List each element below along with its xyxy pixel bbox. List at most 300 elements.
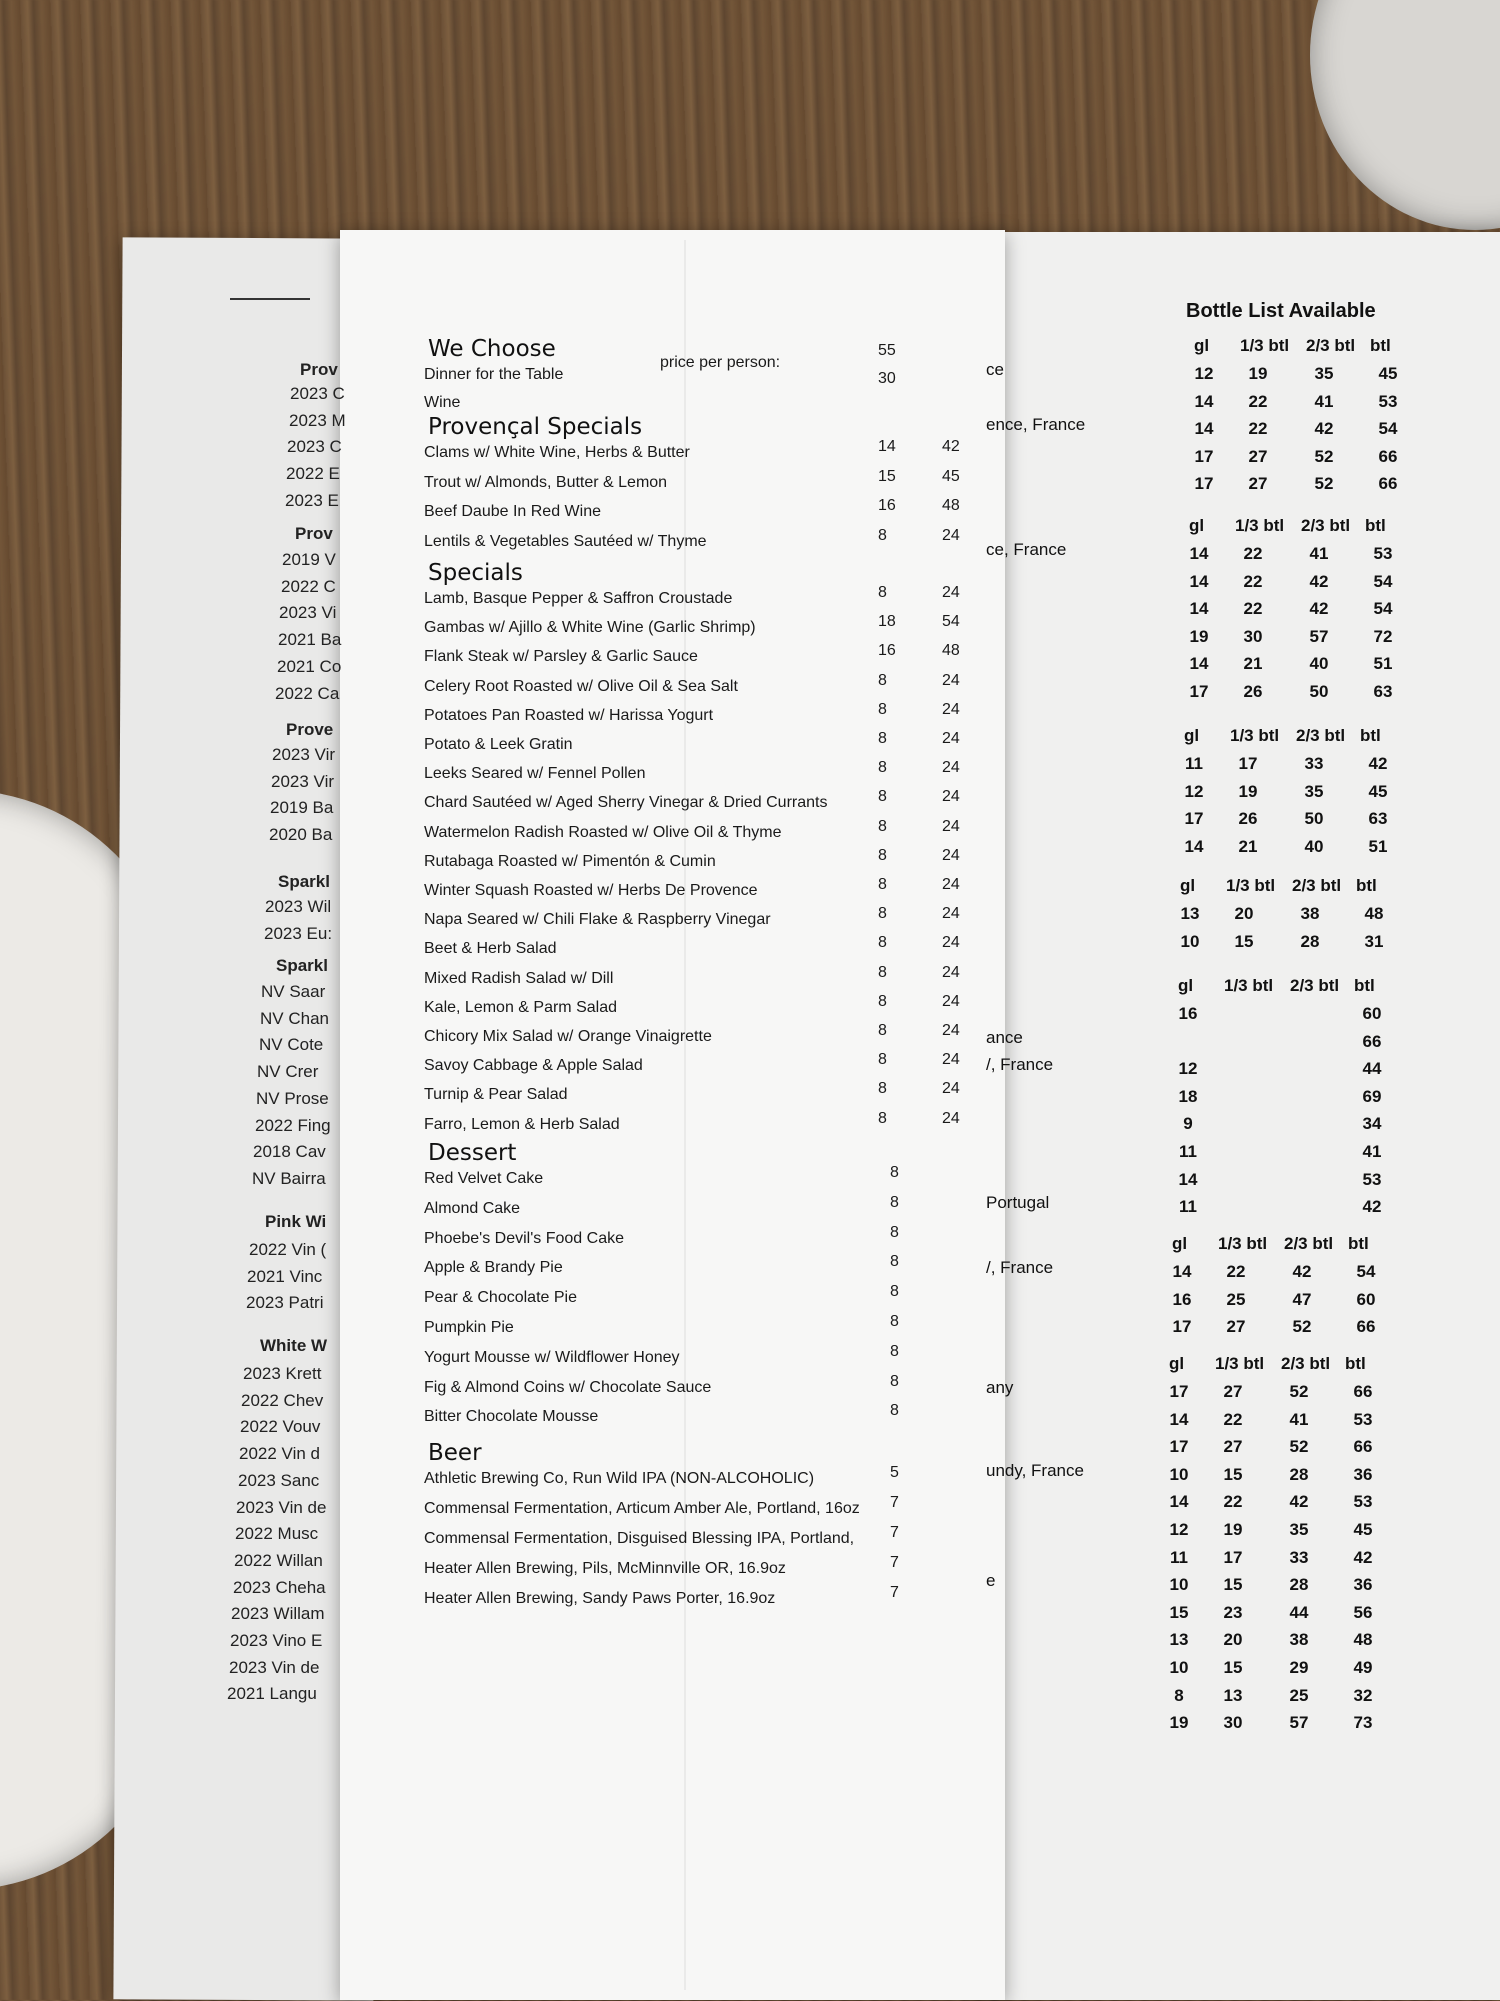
price-small: 7 bbox=[890, 1554, 899, 1571]
wine-region: undy, France bbox=[986, 1460, 1084, 1480]
price-cell: 22 bbox=[1223, 1492, 1243, 1512]
column-header: 1/3 btl bbox=[1235, 516, 1285, 535]
price-cell: 35 bbox=[1289, 1520, 1309, 1539]
price-cell: 19 bbox=[1248, 364, 1268, 383]
menu-item-name: Watermelon Radish Roasted w/ Olive Oil & Thyme bbox=[424, 823, 782, 841]
wine-name: 2022 Fing bbox=[255, 1115, 331, 1135]
menu-item-name: Napa Seared w/ Chili Flake & Raspberry Vinegar bbox=[424, 911, 771, 929]
menu-item-name: Heater Allen Brewing, Pils, McMinnville OR, 16.9oz bbox=[424, 1560, 786, 1577]
price-cell: 11 bbox=[1185, 754, 1203, 773]
price-cell: 66 bbox=[1353, 1437, 1373, 1457]
price-cell: 11 bbox=[1179, 1142, 1197, 1161]
menu-item-name: Gambas w/ Ajillo & White Wine (Garlic Shrimp) bbox=[424, 619, 756, 637]
price-cell: 17 bbox=[1169, 1437, 1189, 1457]
menu-item-name: Lamb, Basque Pepper & Saffron Croustade bbox=[424, 590, 733, 607]
bowl bbox=[1310, 0, 1500, 230]
price-large: 45 bbox=[942, 467, 960, 485]
price-cell: 17 bbox=[1238, 754, 1258, 773]
wine-region: /, France bbox=[986, 1258, 1054, 1277]
wine-name: NV Crer bbox=[257, 1062, 319, 1082]
menu-section-title: Specials bbox=[428, 560, 523, 586]
price-cell: 53 bbox=[1378, 391, 1398, 411]
menu-item-name: Rutabaga Roasted w/ Pimentón & Cumin bbox=[424, 852, 716, 870]
price-cell: 18 bbox=[1178, 1086, 1198, 1106]
price-cell: 31 bbox=[1364, 931, 1384, 951]
price-cell: 15 bbox=[1223, 1575, 1243, 1595]
wine-name: NV Bairra bbox=[252, 1168, 326, 1188]
wine-region: ance bbox=[986, 1027, 1023, 1047]
column-header: gl bbox=[1178, 976, 1194, 995]
price-cell: 14 bbox=[1194, 391, 1214, 411]
menu-item-name: Beet & Herb Salad bbox=[424, 940, 557, 958]
price-cell: 33 bbox=[1289, 1547, 1309, 1567]
wine-name: 2023 Willam bbox=[231, 1604, 325, 1624]
price-small: 8 bbox=[890, 1164, 899, 1181]
column-header: 2/3 btl bbox=[1292, 876, 1342, 895]
menu-item-name: Wine bbox=[424, 394, 461, 411]
wine-name: 2023 Krett bbox=[243, 1364, 322, 1383]
price-cell: 21 bbox=[1238, 836, 1258, 856]
price-cell: 14 bbox=[1169, 1492, 1189, 1512]
price-cell: 66 bbox=[1353, 1382, 1373, 1401]
wine-name: NV Chan bbox=[260, 1008, 329, 1028]
price-cell: 14 bbox=[1194, 419, 1214, 439]
price-cell: 17 bbox=[1169, 1382, 1189, 1401]
price-cell: 10 bbox=[1180, 931, 1200, 951]
price-cell: 27 bbox=[1226, 1317, 1246, 1337]
price-cell: 27 bbox=[1223, 1437, 1243, 1457]
wine-name: 2023 M bbox=[289, 410, 346, 430]
price-large: 48 bbox=[942, 642, 960, 660]
price-cell: 15 bbox=[1234, 931, 1254, 951]
price-large: 24 bbox=[942, 992, 960, 1010]
menu-section-title: Provençal Specials bbox=[428, 414, 643, 440]
price-cell: 66 bbox=[1378, 446, 1398, 466]
menu-item-name: Chicory Mix Salad w/ Orange Vinaigrette bbox=[424, 1028, 712, 1045]
price-cell: 42 bbox=[1362, 1197, 1382, 1217]
price-cell: 42 bbox=[1309, 571, 1329, 591]
price-cell: 57 bbox=[1309, 626, 1329, 646]
menu-item-name: Pumpkin Pie bbox=[424, 1319, 514, 1336]
price-large: 24 bbox=[942, 846, 960, 864]
price-cell: 15 bbox=[1223, 1658, 1243, 1677]
fold-line bbox=[684, 240, 686, 1990]
section-heading: Sparkl bbox=[276, 956, 328, 975]
menu-item-name: Beef Daube In Red Wine bbox=[424, 503, 601, 520]
price-small: 30 bbox=[878, 370, 896, 387]
price-large: 24 bbox=[942, 671, 960, 689]
price-cell: 30 bbox=[1223, 1713, 1243, 1733]
wine-name: 2023 Vir bbox=[272, 745, 336, 764]
wine-name: 2023 Cheha bbox=[233, 1577, 326, 1597]
price-cell: 34 bbox=[1362, 1114, 1382, 1134]
price-cell: 45 bbox=[1353, 1520, 1373, 1539]
section-heading: Sparkl bbox=[278, 872, 330, 891]
price-cell: 40 bbox=[1304, 836, 1324, 856]
price-small: 8 bbox=[878, 905, 887, 923]
price-cell: 14 bbox=[1184, 836, 1204, 856]
price-cell: 14 bbox=[1189, 599, 1209, 619]
price-cell: 21 bbox=[1243, 654, 1263, 674]
price-cell: 49 bbox=[1353, 1658, 1373, 1677]
price-cell: 22 bbox=[1248, 419, 1268, 439]
wine-name: 2023 Vin de bbox=[229, 1657, 320, 1677]
divider bbox=[230, 298, 310, 300]
price-cell: 60 bbox=[1362, 1004, 1382, 1023]
wine-region: ce, France bbox=[986, 540, 1067, 559]
wine-name: 2022 C bbox=[281, 576, 336, 596]
price-small: 8 bbox=[878, 759, 887, 777]
column-header: 1/3 btl bbox=[1215, 1354, 1265, 1373]
price-cell: 14 bbox=[1169, 1409, 1189, 1429]
price-cell: 52 bbox=[1314, 474, 1334, 494]
price-cell: 17 bbox=[1194, 446, 1214, 466]
menu-item-name: Flank Steak w/ Parsley & Garlic Sauce bbox=[424, 648, 698, 666]
price-small: 8 bbox=[890, 1342, 899, 1360]
price-large: 24 bbox=[942, 759, 960, 777]
price-cell: 28 bbox=[1289, 1575, 1309, 1595]
price-cell: 9 bbox=[1183, 1114, 1193, 1134]
menu-item-name: Dinner for the Table bbox=[424, 366, 564, 383]
wine-name: 2023 Eu: bbox=[264, 923, 333, 943]
price-small: 8 bbox=[890, 1372, 899, 1390]
menu-section-title: Beer bbox=[428, 1440, 482, 1466]
menu-item-name: Mixed Radish Salad w/ Dill bbox=[424, 969, 614, 987]
price-cell: 63 bbox=[1373, 682, 1393, 701]
wine-name: NV Prose bbox=[256, 1088, 329, 1108]
wine-region: e bbox=[986, 1571, 996, 1591]
wine-region: any bbox=[986, 1378, 1014, 1397]
price-large: 24 bbox=[942, 788, 960, 806]
column-header: btl bbox=[1370, 336, 1391, 355]
price-cell: 22 bbox=[1243, 599, 1263, 619]
price-small: 7 bbox=[890, 1494, 899, 1511]
price-cell: 53 bbox=[1353, 1492, 1373, 1512]
price-cell: 38 bbox=[1289, 1630, 1309, 1650]
menu-item-name: Athletic Brewing Co, Run Wild IPA (NON-ALCOHOLIC) bbox=[424, 1470, 815, 1487]
wine-name: 2021 Vinc bbox=[247, 1266, 323, 1286]
price-cell: 26 bbox=[1238, 809, 1258, 829]
price-cell: 27 bbox=[1248, 446, 1268, 466]
price-cell: 48 bbox=[1364, 904, 1384, 923]
wine-name: 2021 Langu bbox=[227, 1684, 317, 1704]
price-small: 8 bbox=[878, 1080, 887, 1098]
price-cell: 35 bbox=[1304, 781, 1324, 801]
price-large: 24 bbox=[942, 1022, 960, 1039]
price-large: 24 bbox=[942, 1080, 960, 1098]
price-cell: 17 bbox=[1194, 474, 1214, 494]
price-cell: 47 bbox=[1292, 1289, 1312, 1309]
wine-name: NV Saar bbox=[261, 982, 326, 1001]
menu-section-title: We Choose bbox=[428, 336, 556, 362]
menu-item-name: Potato & Leek Gratin bbox=[424, 736, 573, 753]
price-small: 8 bbox=[890, 1313, 899, 1330]
price-cell: 12 bbox=[1184, 781, 1204, 801]
price-small: 8 bbox=[890, 1283, 899, 1301]
price-cell: 10 bbox=[1169, 1464, 1189, 1484]
price-cell: 42 bbox=[1289, 1492, 1309, 1512]
price-cell: 14 bbox=[1189, 654, 1209, 674]
wine-name: 2022 E bbox=[286, 464, 340, 484]
price-cell: 30 bbox=[1243, 626, 1263, 646]
menu-item-name: Lentils & Vegetables Sautéed w/ Thyme bbox=[424, 532, 707, 550]
price-large: 24 bbox=[942, 876, 960, 893]
wine-name: 2023 E bbox=[285, 490, 339, 510]
price-cell: 10 bbox=[1169, 1575, 1189, 1595]
price-cell: 52 bbox=[1314, 446, 1334, 466]
wine-name: 2022 Vin d bbox=[239, 1444, 320, 1464]
price-large: 24 bbox=[942, 817, 960, 835]
menu-item-name: Trout w/ Almonds, Butter & Lemon bbox=[424, 473, 668, 491]
price-cell: 27 bbox=[1223, 1382, 1243, 1401]
price-small: 16 bbox=[878, 497, 896, 514]
price-cell: 54 bbox=[1378, 419, 1398, 439]
price-cell: 48 bbox=[1353, 1630, 1373, 1650]
menu-item-name: Celery Root Roasted w/ Olive Oil & Sea Salt bbox=[424, 677, 738, 695]
price-large: 24 bbox=[942, 1109, 960, 1127]
column-header: btl bbox=[1360, 726, 1381, 745]
column-header: 2/3 btl bbox=[1306, 336, 1356, 355]
column-header: btl bbox=[1354, 976, 1375, 995]
price-cell: 50 bbox=[1309, 682, 1329, 701]
price-small: 8 bbox=[878, 730, 887, 747]
wine-name: NV Cote bbox=[259, 1035, 324, 1055]
price-cell: 13 bbox=[1180, 904, 1200, 923]
price-small: 55 bbox=[878, 342, 896, 359]
price-small: 8 bbox=[878, 584, 887, 601]
column-header: 1/3 btl bbox=[1224, 976, 1274, 995]
price-cell: 60 bbox=[1356, 1289, 1376, 1309]
price-cell: 52 bbox=[1289, 1437, 1309, 1457]
price-cell: 54 bbox=[1373, 599, 1393, 619]
wine-name: 2023 Wil bbox=[265, 897, 332, 916]
price-cell: 22 bbox=[1243, 544, 1263, 563]
price-cell: 66 bbox=[1362, 1031, 1382, 1051]
price-small: 8 bbox=[878, 1022, 887, 1039]
price-large: 42 bbox=[942, 438, 960, 455]
price-large: 24 bbox=[942, 963, 960, 981]
price-small: 15 bbox=[878, 467, 896, 485]
wine-name: 2023 Vi bbox=[279, 603, 337, 623]
section-heading: Prov bbox=[300, 360, 338, 379]
price-cell: 27 bbox=[1248, 474, 1268, 494]
price-cell: 51 bbox=[1368, 836, 1388, 856]
price-cell: 54 bbox=[1356, 1262, 1376, 1281]
menu-item-name: Red Velvet Cake bbox=[424, 1170, 544, 1187]
price-cell: 69 bbox=[1362, 1086, 1382, 1106]
price-small: 8 bbox=[878, 1051, 887, 1069]
price-cell: 53 bbox=[1353, 1409, 1373, 1429]
price-cell: 11 bbox=[1179, 1197, 1197, 1217]
price-cell: 14 bbox=[1189, 544, 1209, 563]
price-cell: 25 bbox=[1289, 1685, 1309, 1705]
price-cell: 14 bbox=[1189, 571, 1209, 591]
price-small: 8 bbox=[890, 1253, 899, 1271]
price-cell: 10 bbox=[1169, 1658, 1189, 1677]
price-cell: 12 bbox=[1194, 364, 1214, 383]
column-header: 2/3 btl bbox=[1301, 516, 1351, 535]
price-cell: 17 bbox=[1223, 1547, 1243, 1567]
column-header: btl bbox=[1365, 516, 1386, 535]
price-cell: 19 bbox=[1238, 781, 1258, 801]
price-cell: 42 bbox=[1309, 599, 1329, 619]
wine-name: 2023 Patri bbox=[246, 1293, 324, 1313]
column-header: 1/3 btl bbox=[1218, 1234, 1268, 1253]
price-cell: 32 bbox=[1353, 1685, 1373, 1705]
wine-name: 2019 V bbox=[282, 550, 336, 569]
price-cell: 17 bbox=[1189, 682, 1209, 701]
menu-item-note: price per person: bbox=[660, 354, 781, 371]
wine-name: 2022 Vin ( bbox=[249, 1240, 327, 1259]
price-large: 24 bbox=[942, 905, 960, 923]
wine-name: 2022 Musc bbox=[235, 1524, 319, 1544]
wine-name: 2019 Ba bbox=[270, 798, 334, 818]
price-small: 5 bbox=[890, 1464, 899, 1481]
price-small: 16 bbox=[878, 642, 896, 660]
price-cell: 15 bbox=[1223, 1464, 1243, 1484]
price-small: 8 bbox=[878, 700, 887, 718]
menu-item-name: Almond Cake bbox=[424, 1199, 521, 1217]
price-cell: 41 bbox=[1314, 391, 1334, 411]
price-cell: 38 bbox=[1300, 904, 1320, 923]
price-cell: 15 bbox=[1169, 1602, 1189, 1622]
price-cell: 41 bbox=[1362, 1142, 1382, 1161]
price-cell: 22 bbox=[1243, 571, 1263, 591]
price-cell: 42 bbox=[1353, 1547, 1373, 1567]
price-cell: 36 bbox=[1353, 1464, 1373, 1484]
column-header: 1/3 btl bbox=[1240, 336, 1290, 355]
wine-name: 2021 Ba bbox=[278, 630, 342, 650]
column-header: gl bbox=[1172, 1234, 1188, 1253]
menu-item-name: Heater Allen Brewing, Sandy Paws Porter, 16.9oz bbox=[424, 1590, 776, 1607]
price-small: 8 bbox=[890, 1223, 899, 1241]
price-small: 8 bbox=[878, 1109, 887, 1127]
price-cell: 50 bbox=[1304, 809, 1324, 829]
menu-item-name: Savoy Cabbage & Apple Salad bbox=[424, 1057, 643, 1075]
price-cell: 42 bbox=[1368, 754, 1388, 773]
price-cell: 57 bbox=[1289, 1713, 1309, 1733]
menu-item-name: Bitter Chocolate Mousse bbox=[424, 1408, 599, 1426]
price-large: 24 bbox=[942, 700, 960, 718]
wine-name: 2023 Vino E bbox=[230, 1631, 323, 1650]
section-heading: Prove bbox=[286, 720, 334, 739]
price-cell: 45 bbox=[1368, 781, 1388, 801]
price-cell: 16 bbox=[1172, 1289, 1192, 1309]
price-small: 7 bbox=[890, 1524, 899, 1541]
menu-item-name: Chard Sautéed w/ Aged Sherry Vinegar & Dried Currants bbox=[424, 794, 828, 812]
price-small: 8 bbox=[878, 788, 887, 806]
price-cell: 17 bbox=[1172, 1317, 1192, 1337]
price-cell: 8 bbox=[1174, 1685, 1184, 1705]
price-cell: 16 bbox=[1178, 1004, 1198, 1023]
price-cell: 19 bbox=[1169, 1713, 1189, 1733]
column-header: gl bbox=[1169, 1354, 1185, 1373]
price-cell: 29 bbox=[1289, 1658, 1309, 1677]
price-small: 8 bbox=[878, 671, 887, 689]
price-cell: 44 bbox=[1362, 1059, 1382, 1079]
price-cell: 12 bbox=[1178, 1059, 1198, 1079]
price-cell: 56 bbox=[1353, 1602, 1373, 1622]
price-cell: 42 bbox=[1314, 419, 1334, 439]
price-small: 14 bbox=[878, 438, 896, 455]
menu-item-name: Yogurt Mousse w/ Wildflower Honey bbox=[424, 1348, 680, 1366]
menu-item-name: Kale, Lemon & Parm Salad bbox=[424, 998, 617, 1016]
price-small: 7 bbox=[890, 1584, 899, 1601]
price-small: 8 bbox=[878, 963, 887, 981]
price-large: 24 bbox=[942, 526, 960, 544]
price-cell: 41 bbox=[1309, 544, 1329, 563]
wine-region: ce bbox=[986, 360, 1004, 379]
price-cell: 54 bbox=[1373, 571, 1393, 591]
price-cell: 19 bbox=[1189, 626, 1209, 646]
menu-item-name: Commensal Fermentation, Articum Amber Ale, Portland, 16oz bbox=[424, 1500, 860, 1517]
price-cell: 41 bbox=[1289, 1409, 1309, 1429]
wine-name: 2023 C bbox=[287, 437, 342, 457]
section-heading: White W bbox=[260, 1336, 328, 1355]
price-cell: 14 bbox=[1172, 1262, 1192, 1281]
column-header: 1/3 btl bbox=[1230, 726, 1280, 745]
wine-name: 2018 Cav bbox=[253, 1142, 326, 1162]
price-cell: 52 bbox=[1292, 1317, 1312, 1337]
wine-name: 2022 Ca bbox=[275, 683, 340, 703]
price-cell: 14 bbox=[1178, 1169, 1198, 1189]
wine-name: 2022 Vouv bbox=[240, 1417, 321, 1437]
column-header: btl bbox=[1345, 1354, 1366, 1373]
price-cell: 40 bbox=[1309, 654, 1329, 674]
price-cell: 45 bbox=[1378, 364, 1398, 383]
price-cell: 73 bbox=[1353, 1713, 1373, 1733]
price-small: 8 bbox=[878, 876, 887, 893]
price-cell: 22 bbox=[1223, 1409, 1243, 1429]
price-cell: 23 bbox=[1223, 1602, 1243, 1622]
price-cell: 20 bbox=[1223, 1630, 1243, 1650]
price-small: 8 bbox=[890, 1193, 899, 1211]
price-cell: 53 bbox=[1373, 544, 1393, 563]
price-cell: 35 bbox=[1314, 364, 1334, 383]
price-small: 8 bbox=[878, 817, 887, 835]
price-cell: 13 bbox=[1169, 1630, 1189, 1650]
price-cell: 52 bbox=[1289, 1382, 1309, 1401]
menu-item-name: Potatoes Pan Roasted w/ Harissa Yogurt bbox=[424, 706, 714, 724]
price-large: 24 bbox=[942, 730, 960, 747]
price-cell: 26 bbox=[1243, 682, 1263, 701]
price-small: 8 bbox=[878, 846, 887, 864]
bottle-list-title: Bottle List Available bbox=[1186, 300, 1376, 322]
price-cell: 42 bbox=[1292, 1262, 1312, 1281]
price-cell: 12 bbox=[1169, 1520, 1189, 1539]
menu-item-name: Pear & Chocolate Pie bbox=[424, 1289, 577, 1307]
price-small: 8 bbox=[878, 934, 887, 952]
price-large: 24 bbox=[942, 1051, 960, 1069]
price-cell: 11 bbox=[1170, 1547, 1188, 1567]
price-cell: 28 bbox=[1289, 1464, 1309, 1484]
menu-item-name: Commensal Fermentation, Disguised Blessing IPA, Portland, bbox=[424, 1530, 855, 1547]
menu-item-name: Leeks Seared w/ Fennel Pollen bbox=[424, 765, 646, 783]
column-header: gl bbox=[1184, 726, 1200, 745]
column-header: gl bbox=[1194, 336, 1210, 355]
price-large: 24 bbox=[942, 934, 960, 952]
price-cell: 19 bbox=[1223, 1520, 1243, 1539]
menu-item-name: Turnip & Pear Salad bbox=[424, 1086, 568, 1104]
price-large: 54 bbox=[942, 613, 960, 631]
price-cell: 36 bbox=[1353, 1575, 1373, 1595]
column-header: 2/3 btl bbox=[1284, 1234, 1334, 1253]
wine-list-sheet bbox=[975, 232, 1500, 2000]
price-cell: 51 bbox=[1373, 654, 1393, 674]
column-header: btl bbox=[1348, 1234, 1369, 1253]
price-cell: 66 bbox=[1356, 1317, 1376, 1337]
price-cell: 44 bbox=[1289, 1602, 1309, 1622]
